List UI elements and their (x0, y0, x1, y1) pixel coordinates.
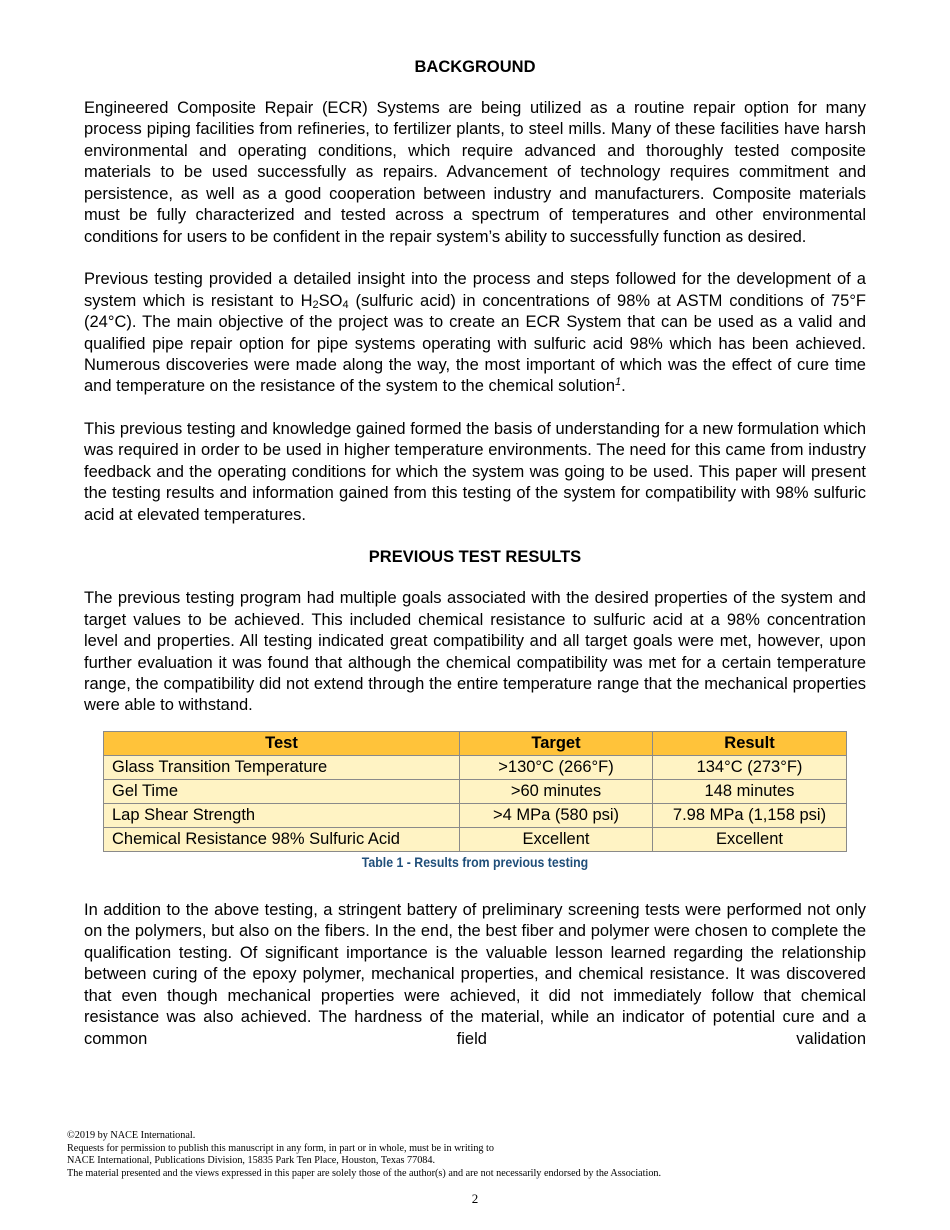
heading-background: BACKGROUND (414, 58, 536, 76)
paragraph: This previous testing and knowledge gained formed the basis of understanding for a new formulation which was required in order to be used in higher temperature environments. The need for this came from industry feedback and the operating conditions for which the system was going to be used. This paper will present the testing results and information gained from this testing of the system for compatibility with 98% sulfuric acid at elevated temperatures. (84, 419, 866, 524)
table-cell: 148 minutes (653, 779, 847, 803)
text-run: SO (318, 291, 343, 310)
text-run: Previous testing provided a detailed insight into the process and steps followed for the development of a system which is resistant to H (84, 270, 866, 310)
results-table (103, 731, 847, 852)
footer-line: ©2019 by NACE International. (67, 1130, 196, 1141)
footer-line: Requests for permission to publish this manuscript in any form, in part or in whole, must be in writing to (67, 1142, 494, 1154)
page-number: 2 (471, 1191, 479, 1206)
table-cell: >130°C (266°F) (460, 755, 653, 779)
table-cell: 7.98 MPa (1,158 psi) (653, 803, 847, 827)
table-caption: Table 1 - Results from previous testing (361, 853, 589, 870)
heading-previous-test-results: PREVIOUS TEST RESULTS (368, 548, 582, 567)
text-run: (sulfuric acid) in concentrations of 98% at ASTM conditions of 75°F (24°C). The main objective of the project was to create an ECR System that can be used as a valid and qualified pipe repair option for pipe systems operating with sulfuric acid 98% which has been achieved. Numerous discoveries were made along the way, the most important of which was the effect of cure time and temperature on the resistance of the system to the chemical solution (84, 291, 867, 396)
table-cell: 134°C (273°F) (653, 755, 847, 779)
paragraph: Engineered Composite Repair (ECR) Systems are being utilized as a routine repair option for many process piping facilities from refineries, to fertilizer plants, to steel mills. Many of these facilities have harsh environmental and operating conditions, which require advanced and thoroughly tested composite materials to be used successfully as repairs. Advancement of technology requires commitment and persistence, as well as a good cooperation between industry and manufacturers. Composite materials must be fully characterized and tested across a spectrum of temperatures and other environmental conditions for users to be confident in the repair system’s ability to successfully function as desired. (84, 99, 866, 246)
footer-line: NACE International, Publications Division, 15835 Park Ten Place, Houston, Texas 77084. (67, 1155, 436, 1166)
subscript: 4 (342, 298, 349, 311)
column-header: Target (460, 731, 653, 755)
column-header: Test (104, 731, 460, 755)
table-cell: Glass Transition Temperature (104, 755, 460, 779)
footnote-reference: 1 (615, 376, 622, 389)
table-row (104, 755, 847, 779)
table-cell: Lap Shear Strength (104, 803, 460, 827)
table-cell: >60 minutes (460, 779, 653, 803)
table-row (104, 827, 847, 851)
paragraph: In addition to the above testing, a stringent battery of preliminary screening tests were performed not only on the polymers, but also on the fibers. In the end, the best fiber and polymer were chosen to complete the qualification testing. Of significant importance is the valuable lesson learned regarding the relationship between curing of the epoxy polymer, mechanical properties, and chemical resistance. It was discovered that even though mechanical properties were achieved, it did not immediately follow that chemical resistance was also achieved. The hardness of the material, while an indicator of potential cure and a common field validation (84, 900, 866, 1048)
page-content (84, 57, 866, 1071)
table-cell: >4 MPa (580 psi) (460, 803, 653, 827)
paragraph (84, 269, 866, 398)
subscript: 2 (312, 298, 319, 311)
paragraph: The previous testing program had multiple goals associated with the desired properties of the system and target values to be achieved. This included chemical resistance to sulfuric acid at a 98% concentration level and properties. All testing indicated great compatibility and all target goals were met, however, upon further evaluation it was found that although the chemical compatibility was met for a certain temperature range, the compatibility did not extend through the entire temperature range that the mechanical properties were able to withstand. (84, 589, 866, 715)
table-row (104, 803, 847, 827)
table-row (104, 779, 847, 803)
table-cell: Gel Time (104, 779, 460, 803)
footer-line: The material presented and the views expressed in this paper are solely those of the author(s) and are not necessarily endorsed by the Association. (67, 1167, 662, 1179)
table-cell: Excellent (653, 827, 847, 851)
table-cell: Chemical Resistance 98% Sulfuric Acid (104, 827, 460, 851)
column-header: Result (653, 731, 847, 755)
table-cell: Excellent (460, 827, 653, 851)
table-header-row (104, 731, 847, 755)
copyright-footer (67, 1130, 661, 1180)
text-run: . (621, 377, 626, 396)
